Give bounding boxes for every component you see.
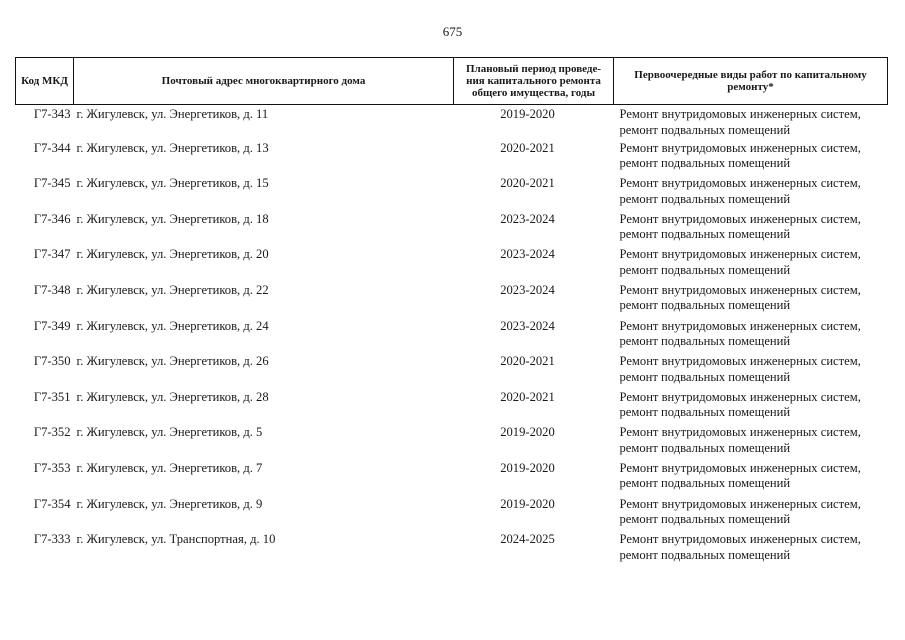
works-line-2: ремонт подвальных помещений: [619, 122, 791, 137]
works-line-1: Ремонт внутридомовых инженерных систем,: [619, 211, 861, 226]
header-address: Почтовый адрес многоквартирного дома: [74, 58, 454, 105]
cell-address: г. Жигулевск, ул. Энергетиков, д. 13: [76, 140, 269, 155]
table-body: [16, 105, 888, 568]
cell-period: 2019-2020: [500, 460, 555, 475]
cell-address: г. Жигулевск, ул. Энергетиков, д. 15: [76, 176, 269, 191]
cell-address: г. Жигулевск, ул. Энергетиков, д. 22: [76, 282, 269, 297]
works-line-2: ремонт подвальных помещений: [619, 262, 791, 277]
header-works: Первоочередные виды работ по капитальному ремонту*: [614, 58, 888, 105]
cell-code: Г7-351: [33, 389, 71, 404]
table-row: [16, 425, 888, 461]
works-line-2: ремонт подвальных помещений: [619, 476, 791, 491]
cell-works: [614, 461, 888, 497]
cell-works: [614, 319, 888, 355]
cell-address: г. Жигулевск, ул. Энергетиков, д. 24: [76, 318, 269, 333]
works-line-1: Ремонт внутридомовых инженерных систем,: [619, 496, 861, 511]
table-row: [16, 497, 888, 533]
works-line-1: Ремонт внутридомовых инженерных систем,: [619, 282, 861, 297]
works-line-2: ремонт подвальных помещений: [619, 334, 791, 349]
cell-code: Г7-347: [33, 247, 71, 262]
cell-address: г. Жигулевск, ул. Энергетиков, д. 5: [76, 425, 263, 440]
cell-period: 2024-2025: [500, 532, 555, 547]
cell-period: 2023-2024: [500, 211, 555, 226]
cell-works: [614, 354, 888, 390]
capital-repair-table: [15, 57, 888, 568]
cell-period: 2023-2024: [500, 247, 555, 262]
table-row: [16, 176, 888, 212]
works-line-2: ремонт подвальных помещений: [619, 191, 791, 206]
header-row: [16, 58, 888, 105]
header-code: Код МКД: [16, 58, 74, 105]
cell-address: г. Жигулевск, ул. Энергетиков, д. 11: [76, 107, 269, 121]
cell-works: [614, 390, 888, 426]
cell-works: [614, 497, 888, 533]
table-header: [16, 58, 888, 105]
cell-code: Г7-354: [33, 496, 71, 511]
cell-period: 2019-2020: [500, 496, 555, 511]
cell-period: 2020-2021: [500, 176, 555, 191]
cell-period: 2020-2021: [500, 389, 555, 404]
works-line-1: Ремонт внутридомовых инженерных систем,: [619, 532, 861, 547]
works-line-2: ремонт подвальных помещений: [619, 227, 791, 242]
table-row: [16, 354, 888, 390]
cell-period: 2020-2021: [500, 140, 555, 155]
table-row: [16, 319, 888, 355]
works-line-2: ремонт подвальных помещений: [619, 512, 791, 527]
works-line-1: Ремонт внутридомовых инженерных систем,: [619, 176, 861, 191]
cell-works: [614, 105, 888, 141]
table-row: [16, 247, 888, 283]
cell-code: Г7-343: [33, 107, 71, 121]
cell-code: Г7-333: [33, 532, 71, 547]
cell-period: 2020-2021: [500, 354, 555, 369]
works-line-2: ремонт подвальных помещений: [619, 547, 791, 562]
works-line-1: Ремонт внутридомовых инженерных систем,: [619, 107, 861, 121]
cell-code: Г7-344: [33, 140, 71, 155]
cell-address: г. Жигулевск, ул. Энергетиков, д. 26: [76, 354, 269, 369]
table-row: [16, 283, 888, 319]
cell-code: Г7-353: [33, 460, 71, 475]
works-line-2: ремонт подвальных помещений: [619, 156, 791, 171]
works-line-2: ремонт подвальных помещений: [619, 369, 791, 384]
works-line-2: ремонт подвальных помещений: [619, 298, 791, 313]
cell-address: г. Жигулевск, ул. Энергетиков, д. 7: [76, 460, 263, 475]
table-row: [16, 105, 888, 141]
cell-address: г. Жигулевск, ул. Энергетиков, д. 9: [76, 496, 263, 511]
table-row: [16, 212, 888, 248]
page-number: 675: [442, 24, 463, 39]
works-line-1: Ремонт внутридомовых инженерных систем,: [619, 389, 861, 404]
cell-period: 2023-2024: [500, 282, 555, 297]
works-line-1: Ремонт внутридомовых инженерных систем,: [619, 318, 861, 333]
table-row: [16, 461, 888, 497]
cell-period: 2019-2020: [500, 107, 555, 121]
works-line-1: Ремонт внутридомовых инженерных систем,: [619, 354, 861, 369]
cell-works: [614, 141, 888, 177]
cell-works: [614, 176, 888, 212]
works-line-2: ремонт подвальных помещений: [619, 405, 791, 420]
cell-period: 2023-2024: [500, 318, 555, 333]
cell-period: 2019-2020: [500, 425, 555, 440]
works-line-1: Ремонт внутридомовых инженерных систем,: [619, 247, 861, 262]
table-row: [16, 390, 888, 426]
cell-code: Г7-348: [33, 282, 71, 297]
table-row: [16, 141, 888, 177]
cell-address: г. Жигулевск, ул. Энергетиков, д. 18: [76, 211, 269, 226]
cell-works: [614, 425, 888, 461]
cell-address: г. Жигулевск, ул. Транспортная, д. 10: [76, 532, 276, 547]
works-line-1: Ремонт внутридомовых инженерных систем,: [619, 460, 861, 475]
cell-works: [614, 247, 888, 283]
cell-code: Г7-350: [33, 354, 71, 369]
cell-code: Г7-346: [33, 211, 71, 226]
header-period: Плановый период проведе-ния капитального ремонта общего имущества, годы: [454, 58, 614, 105]
cell-works: [614, 283, 888, 319]
works-line-2: ремонт подвальных помещений: [619, 440, 791, 455]
cell-code: Г7-345: [33, 176, 71, 191]
cell-address: г. Жигулевск, ул. Энергетиков, д. 28: [76, 389, 269, 404]
cell-code: Г7-352: [33, 425, 71, 440]
cell-works: [614, 212, 888, 248]
cell-code: Г7-349: [33, 318, 71, 333]
cell-works: [614, 532, 888, 568]
table-row: [16, 532, 888, 568]
works-line-1: Ремонт внутридомовых инженерных систем,: [619, 425, 861, 440]
cell-address: г. Жигулевск, ул. Энергетиков, д. 20: [76, 247, 269, 262]
works-line-1: Ремонт внутридомовых инженерных систем,: [619, 140, 861, 155]
